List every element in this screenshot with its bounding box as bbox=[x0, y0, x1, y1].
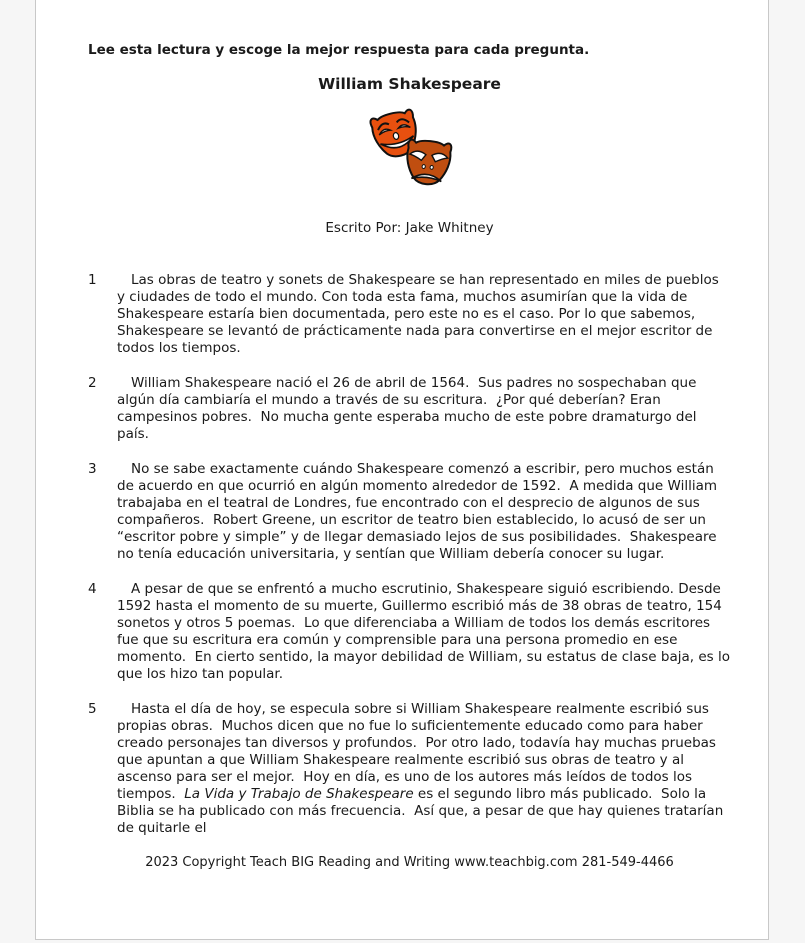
paragraph-text bbox=[117, 701, 731, 837]
document-page bbox=[35, 0, 769, 940]
paragraph-text-plain: es el segundo libro más publicado. Solo la Biblia se ha publicado con más frecuencia. Así que, a pesar de que hay quienes tratarían de quitarle el bbox=[117, 786, 728, 836]
paragraph-4 bbox=[88, 581, 735, 683]
paragraph-text-plain: Hasta el día de hoy, se especula sobre si William Shakespeare realmente escribió sus propias obras. Muchos dicen que no fue lo suficientemente educado como para haber creado personajes tan diversos y profundos. Por otro lado, todavía hay muchas pruebas que apuntan a que William Shakespeare realmente escribió sus obras de teatro y al ascenso para ser el mejor. Hoy en día, es uno de los autores más leídos de todos los tiempos. bbox=[117, 701, 721, 802]
paragraph-number: 4 bbox=[88, 581, 97, 597]
paragraph-number: 5 bbox=[88, 701, 97, 717]
copyright-footer: 2023 Copyright Teach BIG Reading and Writing www.teachbig.com 281-549-4466 bbox=[145, 855, 674, 870]
page-title: William Shakespeare bbox=[318, 75, 501, 93]
book-title-italic: La Vida y Trabajo de Shakespeare bbox=[184, 786, 414, 802]
paragraph-text: A pesar de que se enfrentó a mucho escrutinio, Shakespeare siguió escribiendo. Desde 1592 hasta el momento de su muerte, Guillermo escribió más de 38 obras de teatro, 154 sonetos y otros 5 poemas. Lo que diferenciaba a William de todos los demás escritores fue que su escritura era común y comprensible para una persona promedio en ese momento. En cierto sentido, la mayor debilidad de William, su estatus de clase baja, es lo que los hizo tan popular. bbox=[117, 581, 735, 682]
paragraph-5 bbox=[88, 701, 731, 837]
illustration-container bbox=[88, 108, 731, 192]
passage-body bbox=[88, 272, 735, 837]
paragraph-text: William Shakespeare nació el 26 de abril de 1564. Sus padres no sospechaban que algún día cambiaría el mundo a través de su escritura. ¿Por qué deberían? Eran campesinos pobres. No mucha gente esperaba mucho de este pobre dramaturgo del país. bbox=[117, 375, 701, 442]
paragraph-text: Las obras de teatro y sonets de Shakespeare se han representado en miles de pueblos y ciudades de todo el mundo. Con toda esta fama, muchos asumirían que la vida de Shakespeare estaría bien documentada, pero este no es el caso. Por lo que sabemos, Shakespeare se levantó de prácticamente nada para convertirse en el mejor escritor de todos los tiempos. bbox=[117, 272, 724, 356]
paragraph-number: 2 bbox=[88, 375, 97, 391]
paragraph-3 bbox=[88, 461, 731, 563]
paragraph-number: 1 bbox=[88, 272, 97, 288]
paragraph-number: 3 bbox=[88, 461, 97, 477]
instruction-text: Lee esta lectura y escoge la mejor respuesta para cada pregunta. bbox=[88, 42, 590, 58]
paragraph-2 bbox=[88, 375, 731, 443]
byline: Escrito Por: Jake Whitney bbox=[325, 220, 494, 236]
comedy-tragedy-masks-icon bbox=[364, 108, 456, 192]
paragraph-text: No se sabe exactamente cuándo Shakespeare comenzó a escribir, pero muchos están de acuerdo en que ocurrió en algún momento alrededor de 1592. A medida que William trabajaba en el teatral de Londres, fue encontrado con el desprecio de algunos de sus compañeros. Robert Greene, un escritor de teatro bien establecido, lo acusó de ser un “escritor pobre y simple” y de llegar demasiado lejos de sus posibilidades. Shakespeare no tenía educación universitaria, y sentían que William debería conocer su lugar. bbox=[117, 461, 722, 562]
paragraph-1 bbox=[88, 272, 731, 357]
